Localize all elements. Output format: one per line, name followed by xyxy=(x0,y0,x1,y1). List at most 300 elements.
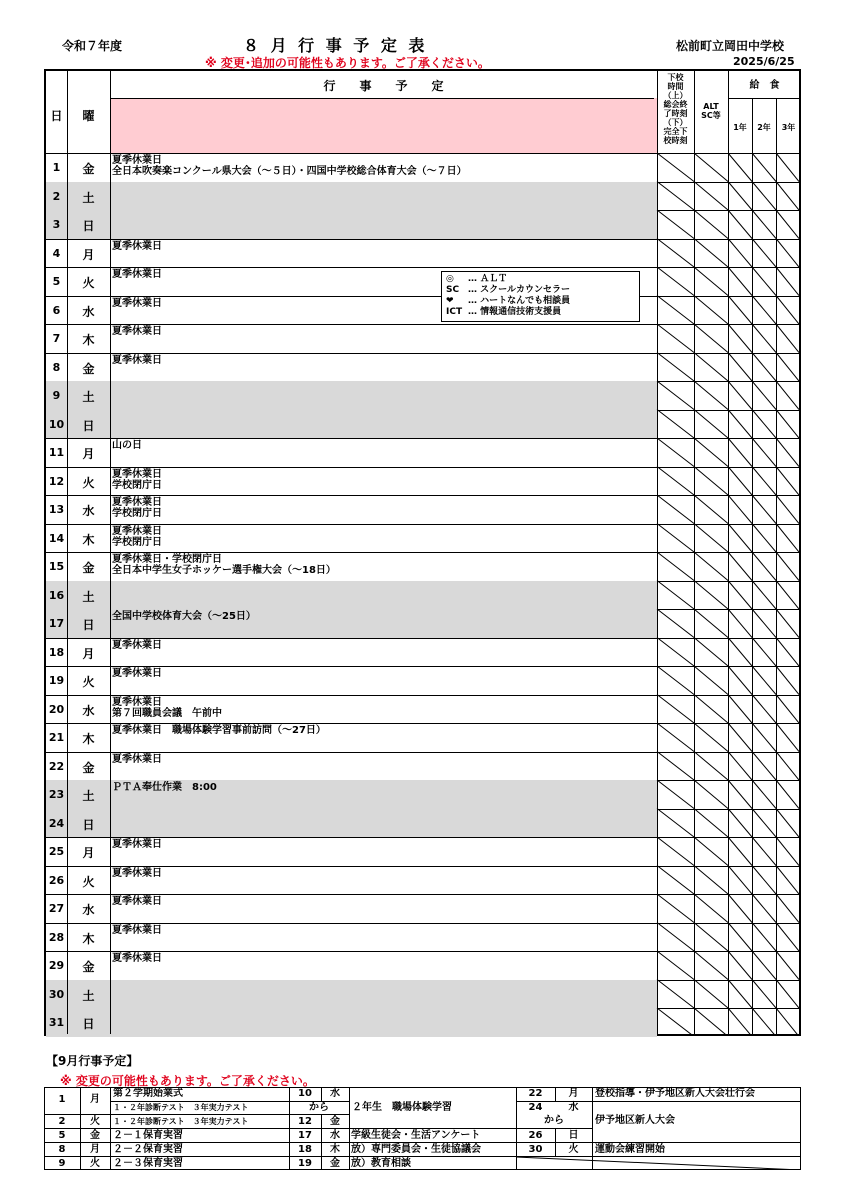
weekday: 金 xyxy=(82,162,95,176)
diagonal-mark xyxy=(694,267,728,296)
diagonal-mark xyxy=(694,752,728,781)
diagonal-mark xyxy=(776,866,799,895)
alt-symbol: ◎ xyxy=(446,274,454,284)
weekday: 水 xyxy=(82,903,95,917)
diagonal-mark xyxy=(776,666,799,695)
weekday: 日 xyxy=(82,618,95,632)
sep-day: 12 xyxy=(298,1116,312,1127)
event-line: 夏季休業日 xyxy=(112,639,162,651)
diagonal-mark xyxy=(776,381,799,410)
day-number: 19 xyxy=(48,674,65,687)
day-number: 3 xyxy=(52,218,61,231)
weekday: 月 xyxy=(82,846,95,860)
sep-weekday: 金 xyxy=(90,1130,100,1141)
sep-day: 26 xyxy=(528,1130,543,1141)
day-number: 29 xyxy=(48,959,65,972)
diagonal-mark xyxy=(694,923,728,952)
diagonal-mark xyxy=(694,410,728,439)
day-number: 6 xyxy=(52,303,61,317)
diagonal-mark xyxy=(728,239,752,268)
legend-item: ❤ … ハートなんでも相談員 xyxy=(446,296,571,306)
diagonal-mark xyxy=(657,524,694,553)
diagonal-mark xyxy=(657,552,694,581)
diagonal-mark xyxy=(694,980,728,1009)
col-header-grade2: 2年 xyxy=(757,123,771,132)
sep-weekday: 月 xyxy=(568,1088,579,1099)
diagonal-mark xyxy=(752,894,776,923)
diagonal-mark xyxy=(752,837,776,866)
change-warning: ※ 変更･追加の可能性もあります。ご了承ください。 xyxy=(205,56,490,70)
sep-weekday: 水 xyxy=(330,1088,340,1099)
diagonal-mark xyxy=(728,410,752,439)
diagonal-mark xyxy=(657,695,694,724)
diagonal-mark xyxy=(752,581,776,610)
diagonal-mark xyxy=(657,210,694,239)
times-line: 下校 xyxy=(667,73,684,82)
diagonal-mark xyxy=(776,752,799,781)
event-line: 夏季休業日 xyxy=(112,867,162,879)
event-line: 夏季休業日 xyxy=(112,297,162,309)
day-number: 4 xyxy=(52,246,61,260)
weekday: 日 xyxy=(82,418,95,433)
diagonal-mark xyxy=(694,467,728,496)
weekday: 火 xyxy=(82,874,95,889)
diagonal-mark xyxy=(694,552,728,581)
diagonal-mark xyxy=(752,780,776,809)
diagonal-mark xyxy=(752,980,776,1009)
diagonal-mark xyxy=(694,153,728,182)
col-header-grade1: 1年 xyxy=(733,123,747,132)
diagonal-mark xyxy=(752,809,776,838)
diagonal-mark xyxy=(657,809,694,838)
sep-event: １・２年診断テスト ３年実力テスト xyxy=(113,1103,249,1112)
diagonal-mark xyxy=(776,438,799,467)
diagonal-mark xyxy=(657,381,694,410)
diagonal-mark xyxy=(694,894,728,923)
day-number: 13 xyxy=(48,503,65,516)
diagonal-mark xyxy=(694,951,728,980)
diagonal-mark xyxy=(752,267,776,296)
sep-from: から xyxy=(544,1115,564,1126)
diagonal-mark xyxy=(776,182,799,211)
weekday: 木 xyxy=(82,931,95,946)
diagonal-mark xyxy=(694,495,728,524)
times-line: 校時刻 xyxy=(663,136,688,145)
day-number: 8 xyxy=(52,360,61,374)
diagonal-mark xyxy=(776,609,799,638)
diagonal-mark xyxy=(694,210,728,239)
event-line: 夏季休業日 xyxy=(112,953,162,964)
sep-day: 8 xyxy=(58,1144,66,1155)
sep-event: 運動会練習開始 xyxy=(595,1144,665,1155)
diagonal-mark xyxy=(694,638,728,667)
weekday: 日 xyxy=(82,219,95,233)
diagonal-mark xyxy=(776,809,799,838)
event-line: 山の日 xyxy=(112,440,142,451)
times-line: 了時刻 xyxy=(663,109,688,118)
diagonal-mark xyxy=(694,837,728,866)
diagonal-mark xyxy=(776,1008,799,1034)
times-line: （下） xyxy=(663,118,688,127)
day-number: 28 xyxy=(48,930,65,944)
diagonal-mark xyxy=(728,467,752,496)
sep-weekday: 月 xyxy=(90,1144,100,1155)
weekday: 金 xyxy=(82,960,95,974)
sep-day: 1 xyxy=(58,1094,66,1105)
diagonal-mark xyxy=(694,666,728,695)
alt-sc-line: SC等 xyxy=(701,111,721,120)
diagonal-marks xyxy=(46,71,799,1034)
day-number: 11 xyxy=(48,446,65,459)
school-name: 松前町立岡田中学校 xyxy=(676,39,785,53)
sep-event: 伊予地区新人大会 xyxy=(595,1115,675,1126)
day-number: 9 xyxy=(52,389,61,402)
diagonal-mark xyxy=(694,723,728,752)
sep-weekday: 金 xyxy=(330,1158,340,1169)
sep-event: 学級生徒会・生活アンケート xyxy=(351,1130,481,1141)
day-number: 27 xyxy=(48,902,65,915)
diagonal-mark xyxy=(728,324,752,353)
weekday: 木 xyxy=(82,333,95,347)
diagonal-mark xyxy=(728,296,752,325)
diagonal-mark xyxy=(776,467,799,496)
diagonal-mark xyxy=(776,837,799,866)
event-line: 夏季休業日 xyxy=(112,155,162,166)
diagonal-mark xyxy=(728,353,752,382)
day-number: 23 xyxy=(48,788,65,801)
diagonal-mark xyxy=(776,210,799,239)
sep-day: 30 xyxy=(528,1144,543,1155)
legend-item: ◎ … ＡＬＴ xyxy=(446,274,508,284)
diagonal-mark xyxy=(776,524,799,553)
event-line: 夏季休業日 xyxy=(112,326,162,337)
sep-weekday: 火 xyxy=(90,1158,100,1169)
diagonal-mark xyxy=(752,495,776,524)
diagonal-mark xyxy=(657,296,694,325)
day-number: 7 xyxy=(52,332,61,345)
day-number: 26 xyxy=(48,873,65,887)
day-number: 18 xyxy=(48,645,65,659)
diagonal-mark xyxy=(728,153,752,182)
issue-date: 2025/6/25 xyxy=(733,55,795,68)
diagonal-mark xyxy=(694,866,728,895)
event-line: 夏季休業日 xyxy=(112,839,162,850)
sep-weekday: 水 xyxy=(568,1102,579,1113)
day-number: 10 xyxy=(48,417,65,431)
day-number: 22 xyxy=(48,759,65,773)
diagonal-mark xyxy=(728,495,752,524)
diagonal-mark xyxy=(752,239,776,268)
times-line: 総会終 xyxy=(663,100,688,109)
weekday: 土 xyxy=(82,589,95,604)
day-number: 12 xyxy=(48,474,65,488)
times-line: （上） xyxy=(663,91,688,100)
diagonal-mark xyxy=(728,866,752,895)
event-line: 夏季休業日 xyxy=(112,269,162,280)
weekday: 水 xyxy=(82,504,95,518)
sep-day: 19 xyxy=(298,1158,312,1169)
diagonal-mark xyxy=(752,210,776,239)
col-header-grade3: 3年 xyxy=(781,123,796,132)
diagonal-mark xyxy=(694,182,728,211)
diagonal-mark xyxy=(752,467,776,496)
weekday: 金 xyxy=(82,760,95,775)
sep-day: 2 xyxy=(58,1116,66,1127)
diagonal-mark xyxy=(657,438,694,467)
event-line: 第７回職員会議 午前中 xyxy=(112,707,222,719)
diagonal-mark xyxy=(657,353,694,382)
heart-icon: ❤ xyxy=(446,296,454,306)
day-number: 20 xyxy=(48,702,65,716)
diagonal-mark xyxy=(752,666,776,695)
diagonal-mark xyxy=(728,695,752,724)
diagonal-mark xyxy=(752,410,776,439)
diagonal-mark xyxy=(776,353,799,382)
diagonal-mark xyxy=(776,410,799,439)
event-line: 夏季休業日 xyxy=(112,896,162,907)
diagonal-mark xyxy=(657,609,694,638)
diagonal-mark xyxy=(728,182,752,211)
diagonal-mark xyxy=(657,780,694,809)
diagonal-mark xyxy=(728,809,752,838)
diagonal-mark xyxy=(694,1008,728,1034)
weekday: 日 xyxy=(82,1017,95,1031)
diagonal-mark xyxy=(752,695,776,724)
event-line: 学校閉庁日 xyxy=(112,536,162,548)
diagonal-mark xyxy=(776,581,799,610)
diagonal-mark xyxy=(776,495,799,524)
diagonal-mark xyxy=(728,980,752,1009)
weekday: 水 xyxy=(82,703,95,718)
event-line: 夏季休業日 xyxy=(112,668,162,679)
day-number: 25 xyxy=(48,845,65,858)
diagonal-mark xyxy=(728,581,752,610)
event-line: 夏季休業日 職場体験学習事前訪問（～27日） xyxy=(112,725,326,736)
diagonal-mark xyxy=(752,1008,776,1034)
sep-weekday: 日 xyxy=(568,1130,579,1141)
diagonal-mark xyxy=(776,923,799,952)
event-line: 全国中学校体育大会（～25日） xyxy=(112,611,256,622)
diagonal-mark xyxy=(728,780,752,809)
sep-event: ２－２保育実習 xyxy=(113,1144,183,1155)
diagonal-mark xyxy=(728,723,752,752)
day-number: 24 xyxy=(48,816,65,830)
legend-item: SC … スクールカウンセラー xyxy=(446,285,570,295)
diagonal-mark xyxy=(752,951,776,980)
weekday: 土 xyxy=(82,190,95,205)
diagonal-mark xyxy=(657,410,694,439)
diagonal-mark xyxy=(728,951,752,980)
diagonal-mark xyxy=(728,923,752,952)
diagonal-mark xyxy=(776,695,799,724)
diagonal-mark xyxy=(752,353,776,382)
event-line: 夏季休業日 xyxy=(112,525,162,537)
diagonal-mark xyxy=(657,980,694,1009)
event-line: 夏季休業日 xyxy=(112,354,162,366)
diagonal-mark xyxy=(752,182,776,211)
weekday: 土 xyxy=(82,789,95,803)
event-line: 全日本中学生女子ホッケー選手権大会（～18日） xyxy=(112,565,336,576)
event-line: 夏季休業日 xyxy=(112,696,162,708)
diagonal-mark xyxy=(728,552,752,581)
diagonal-mark xyxy=(776,951,799,980)
diagonal-mark xyxy=(657,495,694,524)
diagonal-mark xyxy=(657,894,694,923)
event-line: 全日本吹奏楽コンクール県大会（～５日）・四国中学校総合体育大会（～７日） xyxy=(112,166,467,177)
diagonal-mark xyxy=(728,210,752,239)
diagonal-mark xyxy=(728,666,752,695)
weekday: 水 xyxy=(82,304,95,319)
sep-day: 5 xyxy=(58,1130,66,1141)
sep-event: 登校指導・伊予地区新人大会壮行会 xyxy=(595,1088,755,1099)
event-line: ＰＴＡ奉仕作業 8:00 xyxy=(112,782,217,793)
times-line: 完全下 xyxy=(663,127,688,136)
diagonal-mark xyxy=(752,723,776,752)
diagonal-mark xyxy=(657,267,694,296)
diagonal-mark xyxy=(728,267,752,296)
sep-weekday: 火 xyxy=(90,1116,100,1127)
diagonal-mark xyxy=(657,324,694,353)
diagonal-mark xyxy=(752,752,776,781)
weekday: 土 xyxy=(82,988,95,1003)
weekday: 金 xyxy=(82,361,95,376)
diagonal-mark xyxy=(752,296,776,325)
sep-weekday: 月 xyxy=(90,1094,100,1105)
sep-weekday: 金 xyxy=(330,1116,340,1127)
day-number: 1 xyxy=(52,161,61,174)
diagonal-mark xyxy=(657,182,694,211)
sep-event: ２－１保育実習 xyxy=(113,1130,183,1141)
weekday: 月 xyxy=(82,447,95,461)
weekday: 火 xyxy=(82,675,95,689)
page-title: ８ 月 行 事 予 定 表 xyxy=(243,36,428,55)
sep-event: 放）教育相談 xyxy=(351,1158,411,1169)
diagonal-mark xyxy=(776,552,799,581)
day-number: 2 xyxy=(52,189,61,203)
sep-weekday: 火 xyxy=(568,1144,579,1155)
sep-event: ２－３保育実習 xyxy=(113,1158,183,1169)
diagonal-mark xyxy=(776,296,799,325)
diagonal-mark xyxy=(728,609,752,638)
sep-event: １・２年診断テスト ３年実力テスト xyxy=(113,1117,249,1126)
diagonal-mark xyxy=(694,438,728,467)
sep-from: から xyxy=(309,1102,329,1113)
sep-day: 22 xyxy=(528,1088,543,1099)
event-line: 夏季休業日 xyxy=(112,753,162,765)
weekday: 木 xyxy=(82,532,95,547)
diagonal-mark xyxy=(752,324,776,353)
diagonal-mark xyxy=(694,324,728,353)
day-number: 21 xyxy=(48,731,65,744)
diagonal-mark xyxy=(657,581,694,610)
diagonal-mark xyxy=(752,866,776,895)
diagonal-mark xyxy=(694,296,728,325)
sep-weekday: 木 xyxy=(330,1144,340,1155)
weekday: 金 xyxy=(82,561,95,575)
diagonal-mark xyxy=(657,951,694,980)
sep-weekday: 水 xyxy=(330,1130,340,1141)
diagonal-mark xyxy=(657,723,694,752)
diagonal-mark xyxy=(776,324,799,353)
diagonal-mark xyxy=(728,638,752,667)
diagonal-mark xyxy=(694,353,728,382)
sep-event: ２年生 職場体験学習 xyxy=(352,1102,452,1113)
ict-symbol: ICT xyxy=(446,307,463,317)
sep-event: 放）専門委員会・生徒協議会 xyxy=(351,1144,481,1155)
diagonal-mark xyxy=(728,438,752,467)
diagonal-mark xyxy=(728,524,752,553)
diagonal-mark xyxy=(752,923,776,952)
col-header-day: 日 xyxy=(50,109,63,123)
fiscal-year: 令和７年度 xyxy=(62,39,123,53)
weekday: 日 xyxy=(82,817,95,832)
diagonal-mark xyxy=(728,837,752,866)
diagonal-mark xyxy=(657,837,694,866)
september-warning: ※ 変更の可能性もあります。ご了承ください。 xyxy=(60,1074,315,1088)
alt-sc-line: ALT xyxy=(703,102,719,111)
diagonal-mark xyxy=(657,752,694,781)
diagonal-mark xyxy=(776,239,799,268)
day-number: 14 xyxy=(48,531,65,545)
weekday: 土 xyxy=(82,390,95,404)
weekday: 木 xyxy=(82,732,95,746)
weekday: 月 xyxy=(82,247,95,262)
sc-symbol: SC xyxy=(446,285,460,295)
diagonal-mark xyxy=(728,752,752,781)
sep-day: 18 xyxy=(298,1144,312,1155)
diagonal-mark xyxy=(776,638,799,667)
day-number: 31 xyxy=(48,1016,65,1029)
day-number: 5 xyxy=(52,275,61,288)
august-schedule-table xyxy=(44,69,801,1036)
diagonal-mark xyxy=(694,524,728,553)
diagonal-mark xyxy=(694,239,728,268)
diagonal-mark xyxy=(776,780,799,809)
sep-day: 9 xyxy=(58,1158,66,1169)
times-line: 時間 xyxy=(667,82,684,91)
diagonal-mark xyxy=(694,695,728,724)
weekday: 火 xyxy=(82,475,95,490)
diagonal-mark xyxy=(776,723,799,752)
diagonal-mark xyxy=(728,894,752,923)
diagonal-mark xyxy=(657,153,694,182)
diagonal-mark xyxy=(694,609,728,638)
diagonal-mark xyxy=(752,524,776,553)
event-line: 夏季休業日・学校閉庁日 xyxy=(112,554,222,565)
diagonal-mark xyxy=(776,267,799,296)
legend-item: ICT … 情報通信技術支援員 xyxy=(446,307,562,317)
diagonal-mark xyxy=(728,1008,752,1034)
day-number: 17 xyxy=(48,617,65,630)
diagonal-mark xyxy=(657,666,694,695)
diagonal-mark xyxy=(694,809,728,838)
event-line: 学校閉庁日 xyxy=(112,479,162,491)
diagonal-mark xyxy=(694,381,728,410)
diagonal-mark xyxy=(752,638,776,667)
diagonal-mark xyxy=(657,866,694,895)
sep-day: 10 xyxy=(298,1088,312,1099)
day-number: 30 xyxy=(48,987,65,1001)
legend-box xyxy=(441,271,640,322)
event-line: 夏季休業日 xyxy=(112,240,162,252)
day-number: 16 xyxy=(48,588,65,602)
diagonal-mark xyxy=(752,438,776,467)
col-header-events: 行 事 予 定 xyxy=(323,79,444,93)
diagonal-mark xyxy=(776,153,799,182)
event-line: 学校閉庁日 xyxy=(112,508,162,519)
diagonal-mark xyxy=(752,609,776,638)
day-number: 15 xyxy=(48,560,65,573)
